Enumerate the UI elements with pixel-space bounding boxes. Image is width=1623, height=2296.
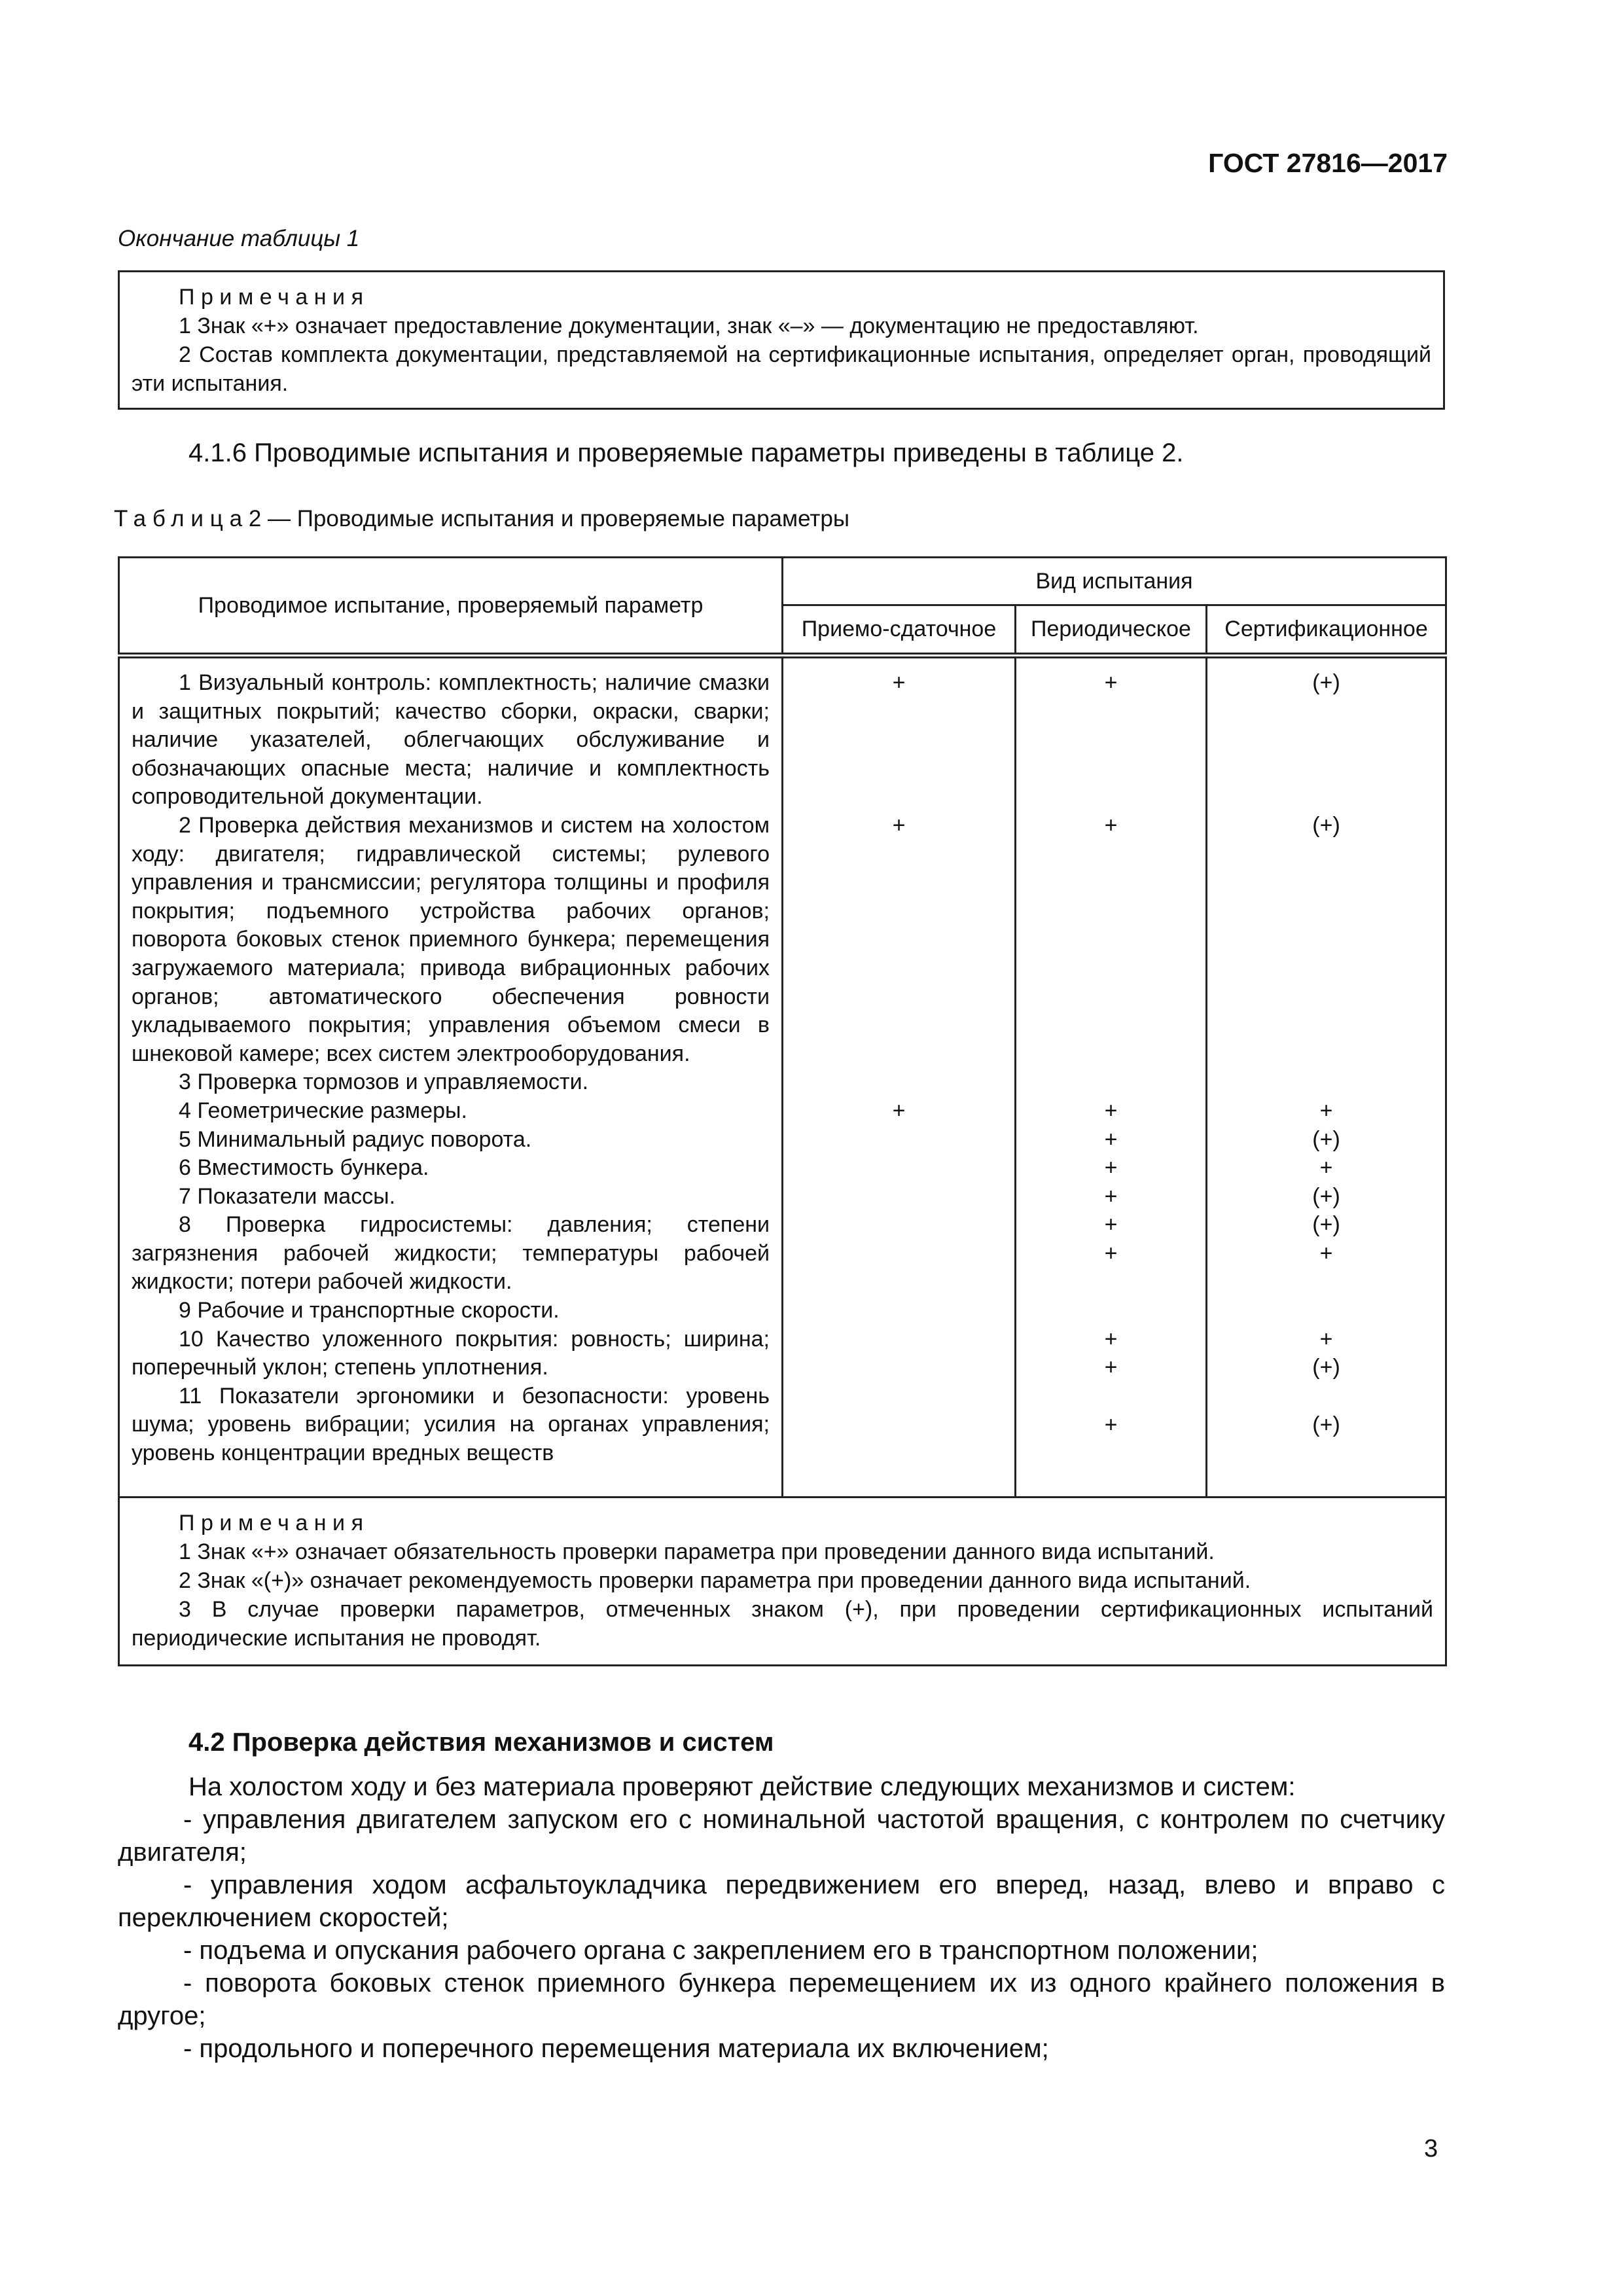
notes-title: Примечания	[179, 1511, 370, 1536]
certification-mark: (+)	[1312, 1412, 1340, 1437]
certification-mark: +	[1319, 1098, 1333, 1123]
section-4-2-body	[118, 1770, 1445, 2065]
note-item: 1 Знак «+» означает обязательность проверки параметра при проведении данного вида испытаний.	[179, 1539, 1215, 1565]
periodic-marks	[1016, 656, 1207, 1498]
periodic-column-header: Периодическое	[1016, 605, 1207, 656]
acceptance-mark	[783, 1126, 1014, 1155]
certification-mark: +	[1319, 1155, 1333, 1181]
certification-mark: +	[1319, 1326, 1333, 1352]
periodic-mark: +	[1104, 1098, 1118, 1123]
table2	[118, 556, 1447, 1666]
table-row-parameter: 10 Качество уложенного покрытия: ровность; ширина; поперечный уклон; степень уплотнения.	[132, 1326, 770, 1380]
acceptance-mark	[783, 1240, 1014, 1325]
periodic-mark: +	[1104, 1326, 1118, 1352]
parameters-cell	[119, 656, 783, 1498]
periodic-mark: +	[1104, 1355, 1118, 1380]
list-item: - продольного и поперечного перемещения материала их включением;	[183, 2034, 1049, 2063]
list-item: - подъема и опускания рабочего органа с закреплением его в транспортном положении;	[183, 1936, 1258, 1965]
periodic-mark: +	[1104, 1126, 1118, 1152]
acceptance-mark: +	[892, 813, 906, 838]
note-item: 2 Знак «(+)» означает рекомендуемость проверки параметра при проведении данного вида испытаний.	[179, 1568, 1251, 1594]
certification-mark: (+)	[1312, 1212, 1340, 1238]
table2-notes	[119, 1498, 1446, 1666]
acceptance-mark	[783, 1325, 1014, 1354]
acceptance-mark	[783, 1154, 1014, 1183]
page-number: 3	[1424, 2135, 1438, 2162]
param-column-header: Проводимое испытание, проверяемый параметр	[119, 558, 783, 656]
acceptance-mark	[783, 1411, 1014, 1497]
certification-mark: (+)	[1312, 813, 1340, 838]
section-intro: На холостом ходу и без материала проверяют действие следующих механизмов и систем:	[188, 1772, 1296, 1801]
certification-mark: (+)	[1312, 1355, 1340, 1380]
certification-mark: (+)	[1312, 1126, 1340, 1152]
periodic-mark: +	[1104, 1155, 1118, 1181]
table-row-parameter: 8 Проверка гидросистемы: давления; степени загрязнения рабочей жидкости; температуры рабочей жидкости; потери рабочей жидкости.	[132, 1212, 770, 1295]
table-row-parameter: 7 Показатели массы.	[179, 1183, 396, 1209]
periodic-mark: +	[1104, 1412, 1118, 1437]
table2-caption-text: 2 — Проводимые испытания и проверяемые параметры	[248, 506, 850, 531]
certification-marks	[1207, 656, 1446, 1498]
acceptance-column-header: Приемо-сдаточное	[783, 605, 1016, 656]
periodic-mark: +	[1104, 1240, 1118, 1266]
notes-title: Примечания	[179, 285, 370, 310]
table1-continuation-caption: Окончание таблицы 1	[118, 226, 360, 251]
list-item: - управления двигателем запуском его с номинальной частотой вращения, с контролем по счетчику двигателя;	[118, 1805, 1445, 1867]
certification-mark: (+)	[1312, 1183, 1340, 1209]
note-item: 3 В случае проверки параметров, отмеченных знаком (+), при проведении сертификационных испытаний периодические испытания не проводят.	[132, 1597, 1434, 1651]
table1-notes	[118, 270, 1445, 410]
periodic-mark: +	[1104, 813, 1118, 838]
table-row-parameter: 6 Вместимость бункера.	[179, 1155, 429, 1181]
table-row-parameter: 4 Геометрические размеры.	[179, 1098, 467, 1123]
note-item: 2 Состав комплекта документации, представляемой на сертификационные испытания, определяет орган, проводящий эти испытания.	[132, 342, 1431, 396]
table-row-parameter: 1 Визуальный контроль: комплектность; наличие смазки и защитных покрытий; качество сборки, окраски, сварки; наличие указателей, облегчающих обслуживание и обозначающих опасные места; наличие и комплектность сопроводительной документации.	[132, 670, 770, 810]
acceptance-mark	[783, 1183, 1014, 1211]
acceptance-mark	[783, 1211, 1014, 1240]
table-row-parameter: 2 Проверка действия механизмов и систем на холостом ходу: двигателя; гидравлической системы; рулевого управления и трансмиссии; регулятора толщины и профиля покрытия; подъемного устройства рабочих органов; поворота боковых стенок приемного бункера; перемещения загружаемого материала; привода вибрационных рабочих органов; автоматического обеспечения ровности укладываемого покрытия; управления объемом смеси в шнековой камере; всех систем электрооборудования.	[132, 812, 770, 1066]
document-code: ГОСТ 27816—2017	[1208, 148, 1448, 178]
table-word: Таблица	[114, 506, 249, 531]
certification-mark: (+)	[1312, 670, 1340, 695]
table-row-parameter: 11 Показатели эргономики и безопасности: уровень шума; уровень вибрации; усилия на органах управления; уровень концентрации вредных веществ	[132, 1383, 770, 1466]
certification-column-header: Сертификационное	[1207, 605, 1446, 656]
periodic-mark: +	[1104, 1212, 1118, 1238]
section-4-2-title: 4.2 Проверка действия механизмов и систем	[188, 1728, 774, 1757]
list-item: - управления ходом асфальтоукладчика передвижением его вперед, назад, влево и вправо с переключением скоростей;	[118, 1871, 1445, 1932]
clause-4-1-6: 4.1.6 Проводимые испытания и проверяемые параметры приведены в таблице 2.	[188, 439, 1184, 467]
acceptance-mark	[783, 1354, 1014, 1410]
acceptance-mark: +	[892, 1098, 906, 1123]
table2-caption	[114, 506, 849, 532]
note-item: 1 Знак «+» означает предоставление документации, знак «–» — документацию не предоставляют.	[179, 314, 1199, 338]
table-row-parameter: 9 Рабочие и транспортные скорости.	[179, 1298, 560, 1323]
test-type-group-header: Вид испытания	[783, 558, 1446, 605]
table-row-parameter: 5 Минимальный радиус поворота.	[179, 1126, 532, 1152]
periodic-mark: +	[1104, 670, 1118, 695]
acceptance-mark: +	[892, 670, 906, 695]
list-item: - поворота боковых стенок приемного бункера перемещением их из одного крайнего положения в другое;	[118, 1969, 1445, 2030]
periodic-mark: +	[1104, 1183, 1118, 1209]
certification-mark: +	[1319, 1240, 1333, 1266]
acceptance-marks	[783, 656, 1016, 1498]
table-row-parameter: 3 Проверка тормозов и управляемости.	[179, 1069, 589, 1095]
